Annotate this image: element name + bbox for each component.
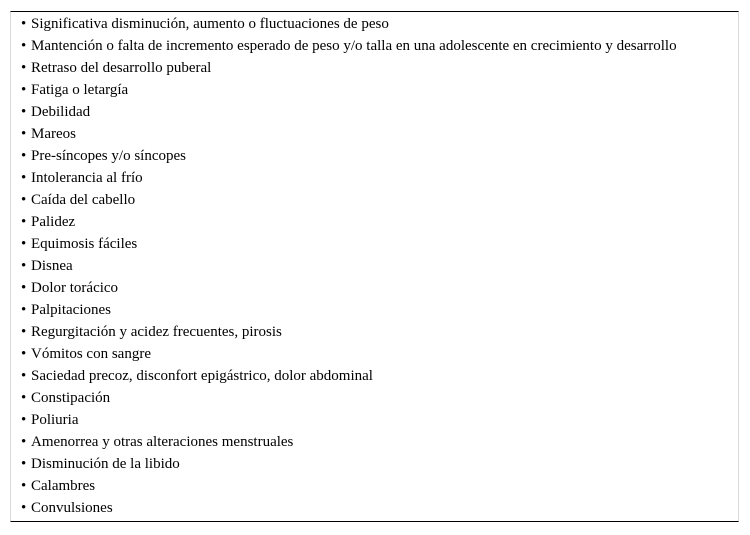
list-item-text: Fatiga o letargía	[31, 82, 129, 98]
list-item	[21, 409, 677, 431]
list-item	[21, 167, 677, 189]
list-item-text: Mareos	[31, 126, 76, 142]
list-item	[21, 343, 677, 365]
list-item	[21, 431, 677, 453]
list-item	[21, 277, 677, 299]
bullet: •	[21, 192, 27, 208]
list-item-text: Saciedad precoz, disconfort epigástrico, dolor abdominal	[31, 368, 373, 384]
list-item-text: Palpitaciones	[31, 302, 111, 318]
bullet: •	[21, 434, 27, 450]
list-item-text: Dolor torácico	[31, 280, 119, 296]
bullet: •	[21, 148, 27, 164]
list-item	[21, 79, 677, 101]
bullet: •	[21, 82, 27, 98]
bullet: •	[21, 104, 27, 120]
bullet: •	[21, 38, 27, 54]
symptoms-table	[10, 11, 739, 522]
list-item	[21, 255, 677, 277]
list-item	[21, 101, 677, 123]
bullet: •	[21, 126, 27, 142]
bullet: •	[21, 170, 27, 186]
symptom-list	[21, 13, 677, 519]
list-item-text: Vómitos con sangre	[31, 346, 151, 362]
list-item-text: Disnea	[31, 258, 73, 274]
bullet: •	[21, 412, 27, 428]
list-item	[21, 189, 677, 211]
list-item	[21, 475, 677, 497]
list-item	[21, 13, 677, 35]
list-item-text: Caída del cabello	[31, 192, 136, 208]
list-item-text: Poliuria	[31, 412, 79, 428]
list-item	[21, 145, 677, 167]
list-item-text: Palidez	[31, 214, 76, 230]
list-item-text: Retraso del desarrollo puberal	[31, 60, 212, 76]
list-item	[21, 321, 677, 343]
list-item-text: Constipación	[31, 390, 111, 406]
list-item	[21, 453, 677, 475]
list-item-text: Mantención o falta de incremento esperado de peso y/o talla en una adolescente en crecimiento y desarrollo	[31, 38, 677, 54]
list-item	[21, 365, 677, 387]
list-item	[21, 35, 677, 57]
bullet: •	[21, 390, 27, 406]
bullet: •	[21, 236, 27, 252]
list-item-text: Disminución de la libido	[31, 456, 180, 472]
bullet: •	[21, 60, 27, 76]
bullet: •	[21, 456, 27, 472]
bullet: •	[21, 280, 27, 296]
list-item	[21, 57, 677, 79]
bullet: •	[21, 478, 27, 494]
bullet: •	[21, 500, 27, 516]
list-item	[21, 299, 677, 321]
list-item-text: Debilidad	[31, 104, 91, 120]
list-item-text: Regurgitación y acidez frecuentes, pirosis	[31, 324, 282, 340]
list-item	[21, 233, 677, 255]
bullet: •	[21, 346, 27, 362]
bullet: •	[21, 302, 27, 318]
bullet: •	[21, 214, 27, 230]
list-item-text: Amenorrea y otras alteraciones menstruales	[31, 434, 294, 450]
list-item-text: Significativa disminución, aumento o fluctuaciones de peso	[31, 16, 389, 32]
bullet: •	[21, 258, 27, 274]
list-item-text: Intolerancia al frío	[31, 170, 143, 186]
list-item-text: Pre-síncopes y/o síncopes	[31, 148, 186, 164]
bullet: •	[21, 16, 27, 32]
bullet: •	[21, 324, 27, 340]
list-item	[21, 387, 677, 409]
list-item	[21, 497, 677, 519]
list-item	[21, 211, 677, 233]
list-item-text: Calambres	[31, 478, 96, 494]
bullet: •	[21, 368, 27, 384]
list-item-text: Convulsiones	[31, 500, 113, 516]
list-item-text: Equimosis fáciles	[31, 236, 138, 252]
list-item	[21, 123, 677, 145]
